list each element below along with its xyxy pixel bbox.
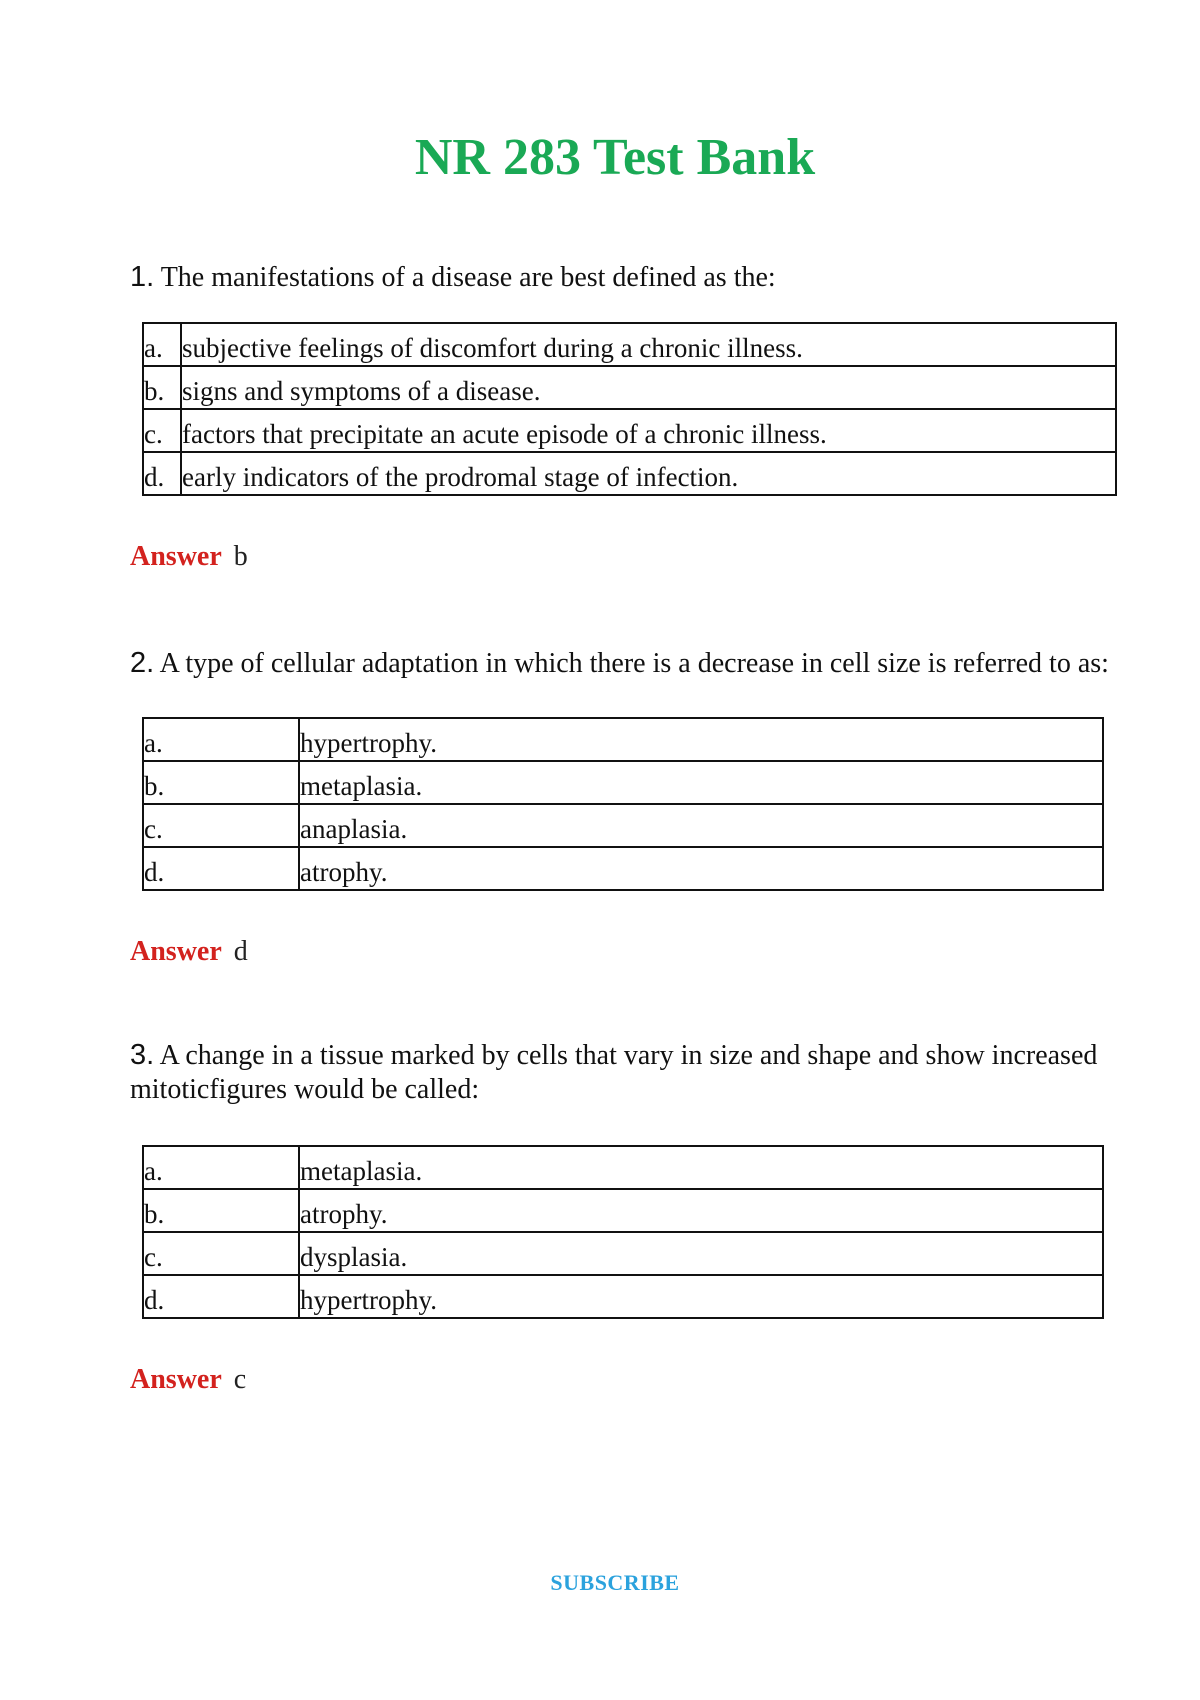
option-text: atrophy. [299,1189,1103,1232]
question-number: 3 [130,1039,147,1071]
option-row [143,452,1116,495]
option-row [143,409,1116,452]
question-number: 2 [130,647,147,679]
answer-label: Answer [130,1364,222,1395]
options-table-3 [142,1145,1104,1319]
option-letter: a. [143,718,299,761]
option-letter: c. [143,409,181,452]
answer-value: b [233,541,248,572]
question-text: The manifestations of a disease are best defined as the: [160,262,776,293]
question-3: 3. A change in a tissue marked by cells that vary in size and shape and show increased mitoticfigures would be called: [130,1039,1098,1105]
option-text: early indicators of the prodromal stage of infection. [181,452,1116,495]
option-letter: d. [143,452,181,495]
option-text: metaplasia. [299,761,1103,804]
question-number: 1 [130,261,147,293]
option-letter: c. [143,1232,299,1275]
option-row [143,323,1116,366]
option-text: subjective feelings of discomfort during a chronic illness. [181,323,1116,366]
option-text: hypertrophy. [299,718,1103,761]
option-row [143,847,1103,890]
option-text: signs and symptoms of a disease. [181,366,1116,409]
answer-value: c [233,1364,247,1395]
option-row [143,1189,1103,1232]
answer-label: Answer [130,541,222,572]
option-row [143,1232,1103,1275]
question-text: A change in a tissue marked by cells that vary in size and shape and show increased mitoticfigures would be called: [130,1040,1098,1105]
option-row [143,1146,1103,1189]
option-letter: d. [143,1275,299,1318]
question-1: 1. The manifestations of a disease are best defined as the: [130,261,776,293]
question-text: A type of cellular adaptation in which there is a decrease in cell size is referred to as: [159,648,1109,679]
option-letter: b. [143,366,181,409]
option-text: metaplasia. [299,1146,1103,1189]
answer-value: d [233,936,248,967]
option-letter: c. [143,804,299,847]
answer-1 [130,540,248,574]
answer-label: Answer [130,936,222,967]
option-text: anaplasia. [299,804,1103,847]
option-row [143,1275,1103,1318]
option-row [143,366,1116,409]
options-table-1 [142,322,1117,496]
option-row [143,761,1103,804]
option-letter: b. [143,761,299,804]
option-text: factors that precipitate an acute episode of a chronic illness. [181,409,1116,452]
subscribe-link[interactable]: SUBSCRIBE [550,1570,680,1595]
question-2: 2. A type of cellular adaptation in which there is a decrease in cell size is referred to as: [130,647,1109,679]
option-row [143,804,1103,847]
page-title: NR 283 Test Bank [414,129,816,186]
answer-2 [130,935,248,969]
options-table-2 [142,717,1104,891]
option-row [143,718,1103,761]
option-text: dysplasia. [299,1232,1103,1275]
option-text: atrophy. [299,847,1103,890]
option-letter: d. [143,847,299,890]
option-letter: b. [143,1189,299,1232]
answer-3 [130,1363,246,1397]
option-letter: a. [143,1146,299,1189]
option-letter: a. [143,323,181,366]
option-text: hypertrophy. [299,1275,1103,1318]
